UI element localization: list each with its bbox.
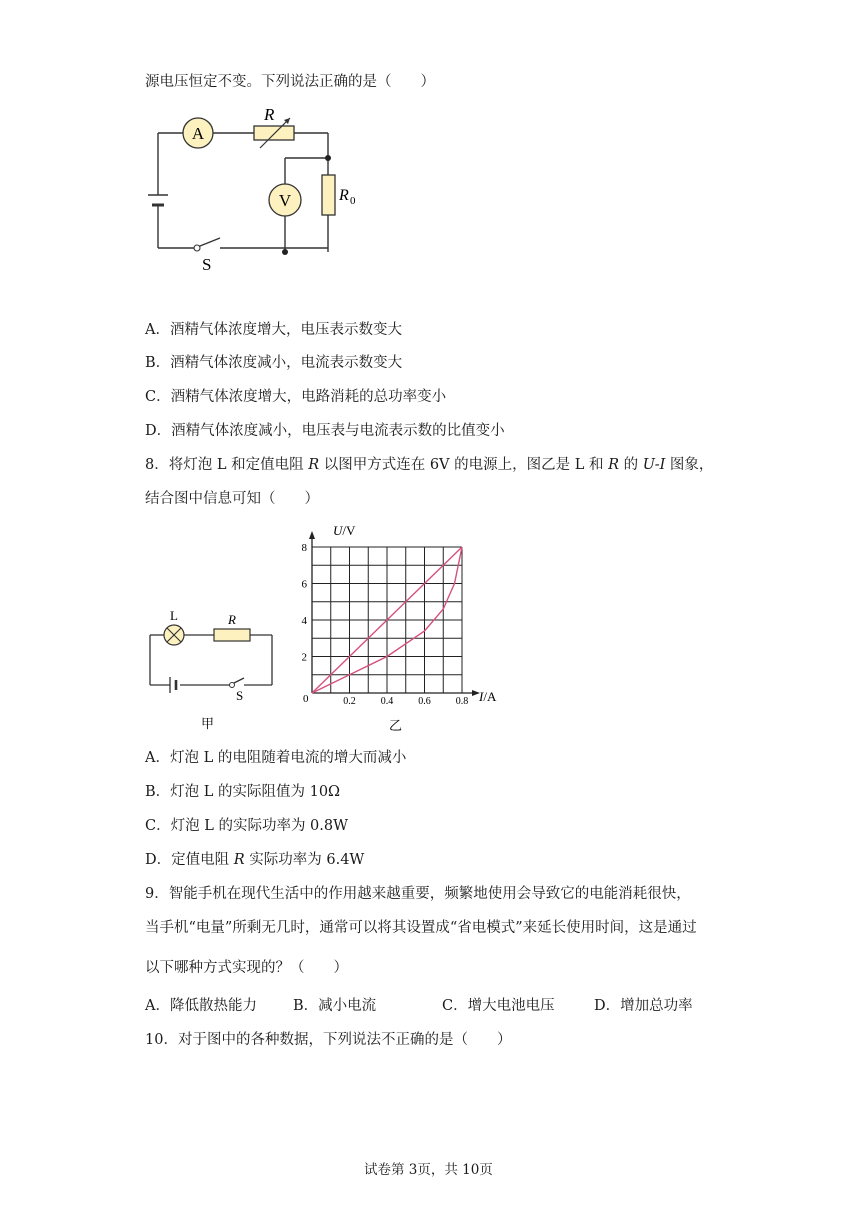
y-tick-label: 6 (301, 578, 307, 591)
x-tick-label: 0.2 (343, 696, 356, 707)
y-tick-label: 2 (301, 651, 307, 664)
origin-tick-label: 0 (303, 693, 309, 705)
x-tick-label: 0.8 (455, 696, 469, 707)
page-footer: 试卷第 3页，共 10页 (364, 1162, 493, 1178)
lamp-label: L (170, 608, 178, 623)
q8-option-d: D．定值电阻 R 实际功率为 6.4W (145, 852, 365, 868)
q8-stem-line2: 结合图中信息可知（ ） (145, 491, 319, 507)
switch-label: S (202, 255, 212, 274)
r0-resistor-icon (322, 175, 335, 215)
q7-option-a: A．酒精气体浓度增大，电压表示数变大 (145, 322, 402, 338)
q7-stem-tail: 源电压恒定不变。下列说法正确的是（ ） (145, 74, 435, 90)
switch-contact-icon (194, 245, 200, 251)
figure-caption-jia: 甲 (201, 716, 215, 731)
q10-stem: 10．对于图中的各种数据，下列说法不正确的是（ ） (145, 1032, 512, 1048)
q9-option-a: A．降低散热能力 (145, 998, 257, 1014)
q7-option-d: D．酒精气体浓度减小，电压表与电流表示数的比值变小 (145, 423, 505, 439)
y-tick-label: 4 (301, 615, 307, 627)
y-axis-arrow-icon (309, 531, 315, 539)
voltmeter-label: V (278, 191, 292, 210)
q9-option-d: D．增加总功率 (594, 998, 693, 1014)
q8-option-b: B．灯泡 L 的实际阻值为 10Ω (145, 784, 341, 800)
r0-subscript: 0 (350, 195, 356, 207)
q7-option-b: B．酒精气体浓度减小，电流表示数变大 (145, 355, 403, 371)
resistor-icon (214, 629, 250, 641)
resistor-label: R (228, 612, 236, 627)
q9-stem-line3: 以下哪种方式实现的？（ ） (145, 960, 348, 976)
q9-stem-line2: 当手机“电量”所剩无几时，通常可以将其设置成“省电模式”来延长使用时间，这是通过 (145, 920, 697, 936)
q7-option-c: C．酒精气体浓度增大，电路消耗的总功率变小 (145, 389, 447, 405)
q9-option-b: B．减小电流 (293, 998, 377, 1014)
q7-circuit-diagram (140, 100, 370, 280)
y-tick-label: 8 (301, 542, 307, 554)
figure-caption-yi: 乙 (389, 718, 403, 733)
rheostat-icon (254, 126, 294, 140)
y-axis-label: U/V (333, 525, 356, 538)
q8-option-a: A．灯泡 L 的电阻随着电流的增大而减小 (145, 750, 407, 766)
r0-label: R (339, 187, 349, 204)
rheostat-label: R (264, 105, 275, 124)
x-axis-label: I/A (479, 689, 497, 704)
ammeter-label: A (191, 124, 205, 143)
q9-stem-line1: 9．智能手机在现代生活中的作用越来越重要，频繁地使用会导致它的电能消耗很快， (145, 886, 691, 902)
switch-contact-icon (230, 683, 235, 688)
q8-circuit-jia (140, 600, 290, 735)
q8-option-c: C．灯泡 L 的实际功率为 0.8W (145, 818, 349, 834)
q8-stem: 8．将灯泡 L 和定值电阻 R 以图甲方式连在 6V 的电源上，图乙是 L 和 R 的 U-I 图象， (145, 457, 714, 473)
q9-option-c: C．增大电池电压 (442, 998, 555, 1014)
x-tick-label: 0.4 (380, 696, 394, 707)
x-tick-label: 0.6 (418, 696, 431, 707)
q8-ui-graph (300, 525, 510, 735)
switch-label: S (236, 688, 244, 703)
